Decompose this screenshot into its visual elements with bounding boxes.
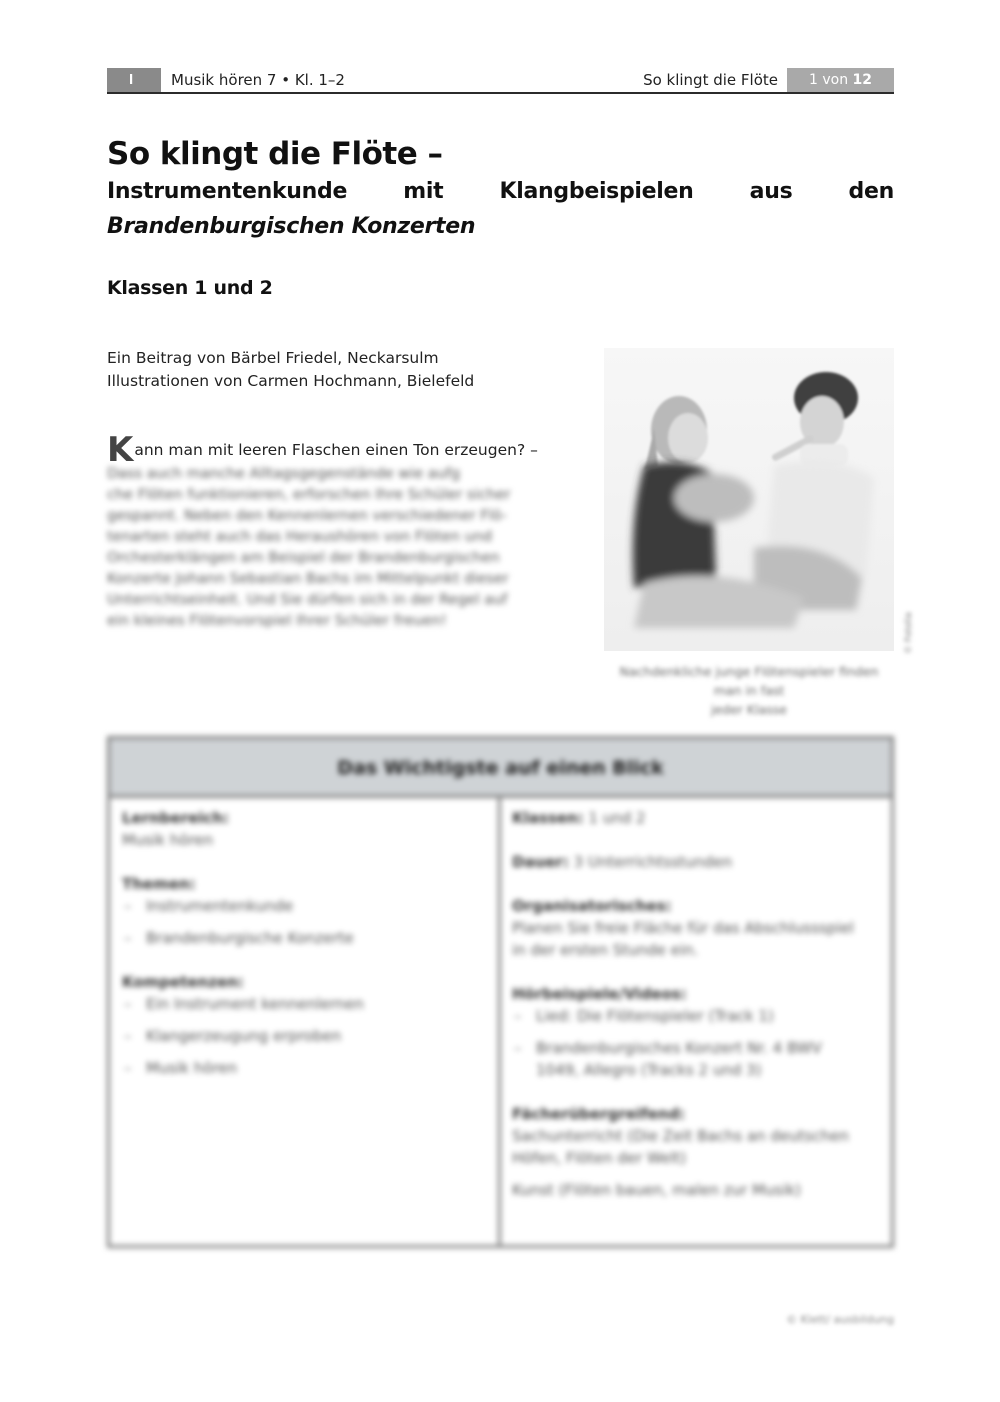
section-label: Kompetenzen: <box>122 973 244 991</box>
header-divider <box>107 92 894 94</box>
author-credit: Ein Beitrag von Bärbel Friedel, Neckarsulm <box>107 349 439 367</box>
section-value: Musik hören <box>122 831 214 849</box>
column-divider <box>498 798 501 1245</box>
intro-line: Konzerte Johann Sebastian Bachs im Mittelpunkt dieser <box>107 571 509 587</box>
value-line: Sachunterricht (Die Zeit Bachs an deutschen <box>512 1127 849 1145</box>
children-recorder-photo <box>604 348 894 651</box>
overview-right-column <box>512 807 882 1211</box>
overview-box-header <box>110 739 891 798</box>
intro-first-line <box>107 430 539 470</box>
list-item: – Brandenburgische Konzerte <box>122 927 492 949</box>
page-header <box>107 68 894 94</box>
intro-line: gespannt. Neben den Kennenlernen verschiedener Flö- <box>107 508 508 524</box>
list-item <box>512 1037 882 1081</box>
intro-line: tenarten steht auch das Heraushören von Flöten und <box>107 529 493 545</box>
section-label: Dauer: <box>512 853 569 871</box>
page-total: 12 <box>852 72 873 88</box>
overview-box-title: Das Wichtigste auf einen Blick <box>337 757 664 779</box>
photo-credit <box>904 584 918 654</box>
section-label: Themen: <box>122 875 196 893</box>
photo-credit-text: © Fotolia <box>904 612 914 654</box>
subtitle-italic: Brandenburgischen Konzerten <box>107 214 476 239</box>
section-value: Kunst (Flöten bauen, malen zur Musik) <box>512 1181 802 1199</box>
intro-line: Orchesterklängen am Beispiel der Brandenburgischen <box>107 550 500 566</box>
intro-line: Unterrichtseinheit. Und Sie dürfen sich in der Regel auf <box>107 592 508 608</box>
list-item: – Instrumentenkunde <box>122 895 492 917</box>
intro-blurred-text <box>107 464 539 632</box>
section-value <box>512 1125 882 1169</box>
page-prefix: 1 von <box>809 72 849 88</box>
credits <box>107 347 474 393</box>
section-label: Fächerübergreifend: <box>512 1105 686 1123</box>
section-value: 1 und 2 <box>588 809 646 827</box>
section-value <box>512 917 882 939</box>
duration-row <box>512 851 882 873</box>
subtitle-main: Instrumentenkunde mit Klangbeispielen aus den <box>107 179 894 204</box>
value-line: Planen Sie freie Fläche für das Abschlussspiel <box>512 919 854 937</box>
section-tab: I <box>107 68 161 92</box>
caption-line: Nachdenkliche junge Flötenspieler finden man in fast <box>619 664 879 698</box>
intro-paragraph <box>107 430 539 632</box>
intro-line: ein kleines Flötenvorspiel Ihrer Schüler freuen! <box>107 613 447 629</box>
section-label: Lernbereich: <box>122 809 229 827</box>
value-line: 1049, Allegro (Tracks 2 und 3) <box>536 1061 762 1079</box>
section-label: Hörbeispiele/Videos: <box>512 985 687 1003</box>
section-value: 3 Unterrichtsstunden <box>573 853 733 871</box>
illustration-credit: Illustrationen von Carmen Hochmann, Bielefeld <box>107 372 475 390</box>
intro-line: che Flöten funktionieren, erforschen Ihre Schüler sicher <box>107 487 511 503</box>
grade-level: Klassen 1 und 2 <box>107 277 273 299</box>
list-item: – Musik hören <box>122 1057 492 1079</box>
topic-label: So klingt die Flöte <box>643 71 778 89</box>
value-line: in der ersten Stunde ein. <box>512 941 699 959</box>
footer-copyright: © Klett/ ausbildung <box>786 1313 894 1326</box>
caption-line: jeder Klasse <box>711 702 787 717</box>
page-counter <box>787 68 894 92</box>
overview-box <box>107 736 894 1248</box>
list-item: – Klangerzeugung erproben <box>122 1025 492 1047</box>
overview-left-column <box>122 807 492 1089</box>
section-value <box>512 939 882 961</box>
value-line: Brandenburgisches Konzert Nr. 4 BWV <box>536 1039 822 1057</box>
list-item: – Lied: Die Flötenspieler (Track 1) <box>512 1005 882 1027</box>
intro-first-text: ann man mit leeren Flaschen einen Ton erzeugen? – <box>134 441 538 459</box>
value-line: Höfen, Flöten der Welt) <box>512 1149 687 1167</box>
section-label: Klassen: <box>512 809 584 827</box>
document-title: So klingt die Flöte – <box>107 136 443 172</box>
section-label: Organisatorisches: <box>512 897 672 915</box>
drop-cap: K <box>107 430 134 470</box>
classes-row <box>512 807 882 829</box>
list-item: – Ein Instrument kennenlernen <box>122 993 492 1015</box>
document-subtitle <box>107 174 894 244</box>
photo-caption <box>604 662 894 719</box>
series-label: Musik hören 7 • Kl. 1–2 <box>171 71 345 89</box>
intro-line: Dass auch manche Alltagsgegenstände wie aufg <box>107 466 461 482</box>
